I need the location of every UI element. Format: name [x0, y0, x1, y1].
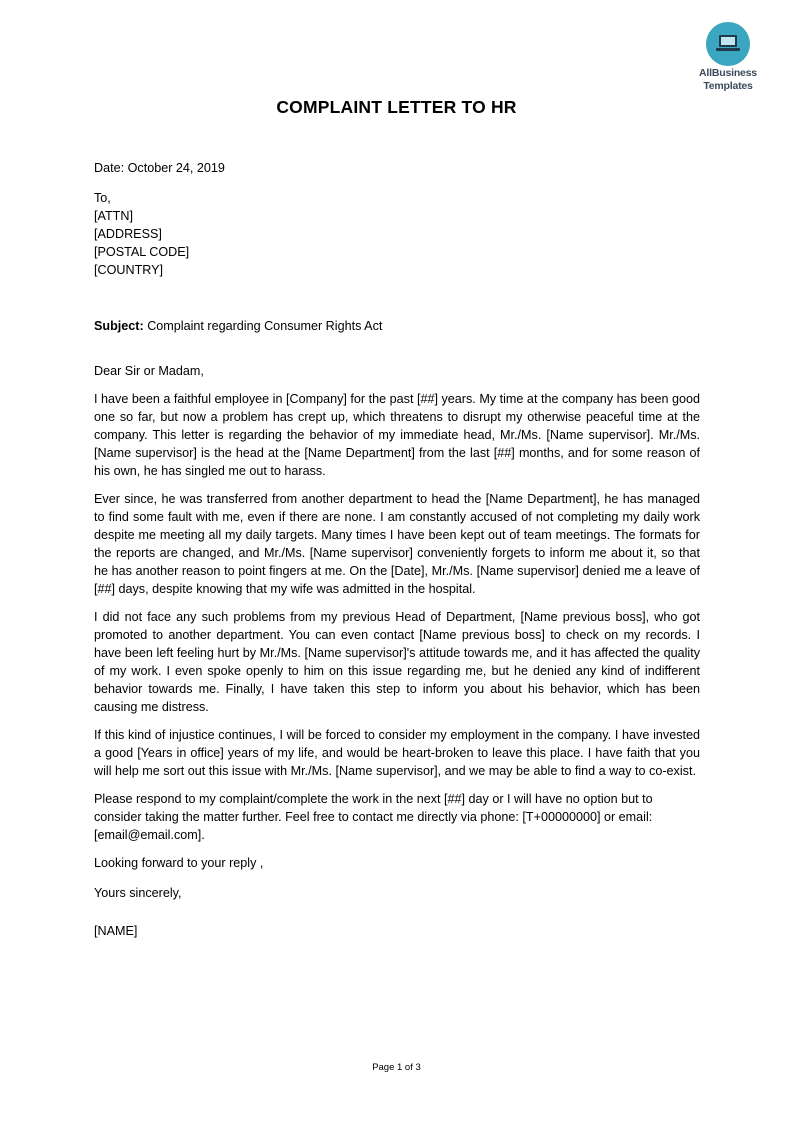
- subject-line: [94, 317, 700, 335]
- body-paragraph: If this kind of injustice continues, I will be forced to consider my employment in the company. I have invested a good [Years in office] years of my life, and would be heart-broken to leave this place. I have faith that you will help me sort out this issue with Mr./Ms. [Name supervisor], and we may be able to find a way to co-exist.: [94, 728, 700, 778]
- recipient-line: [POSTAL CODE]: [94, 245, 190, 259]
- laptop-icon: [715, 33, 741, 53]
- body-paragraph: I have been a faithful employee in [Company] for the past [##] years. My time at the company has been good one so far, but now a problem has crept up, which threatens to disrupt my otherwise peaceful time at the company. This letter is regarding the behavior of my immediate head, Mr./Ms. [Name supervisor]. Mr./Ms. [Name supervisor] is the head at the [Name Department] from the last [##] months, and for some reason of his own, he has singled me out to harass.: [94, 392, 700, 478]
- signoff: Yours sincerely,: [94, 886, 182, 900]
- date-line: Date: October 24, 2019: [94, 161, 225, 175]
- page-number: Page 1 of 3: [372, 1062, 421, 1073]
- logo-brand-line1: AllBusiness: [699, 67, 757, 79]
- brand-logo: [688, 22, 768, 92]
- document-title: COMPLAINT LETTER TO HR: [276, 97, 517, 117]
- signer-name: [NAME]: [94, 924, 138, 938]
- recipient-to: To,: [94, 191, 111, 205]
- body-paragraph: I did not face any such problems from my previous Head of Department, [Name previous boss], who got promoted to another department. You can even contact [Name previous boss] to check on my records. I have been left feeling hurt by Mr./Ms. [Name supervisor]'s attitude towards me, and it has affected the quality of my work. I even spoke openly to him on this issue regarding me, but he denied any kind of indifferent behavior towards me. Finally, I have taken this step to inform you about his behavior, which has been causing me distress.: [94, 610, 700, 714]
- recipient-line: [ATTN]: [94, 209, 133, 223]
- closing-line: Looking forward to your reply ,: [94, 856, 264, 870]
- logo-brand-line2: Templates: [703, 80, 753, 92]
- letter-body: [94, 159, 700, 940]
- subject-label: Subject:: [94, 319, 144, 333]
- body-paragraph: Please respond to my complaint/complete the work in the next [##] day or I will have no option but to consider taking the matter further. Feel free to contact me directly via phone: [T+00000000] or email: [email@email.com].: [94, 792, 653, 842]
- recipient-line: [COUNTRY]: [94, 263, 164, 277]
- salutation: Dear Sir or Madam,: [94, 364, 204, 378]
- recipient-line: [ADDRESS]: [94, 227, 162, 241]
- recipient-block: [94, 189, 700, 279]
- body-paragraph: Ever since, he was transferred from another department to head the [Name Department], he has managed to find some fault with me, even if there are none. I am constantly accused of not completing my daily work despite me meeting all my daily targets. Many times I have been kept out of team meetings. The formats for the reports are changed, and Mr./Ms. [Name supervisor] conveniently forgets to inform me about it, so that he has another reason to point fingers at me. On the [Date], Mr./Ms. [Name supervisor] denied me a leave of [##] days, despite knowing that my wife was admitted in the hospital.: [94, 492, 700, 596]
- logo-badge: [706, 22, 750, 66]
- subject-text: Complaint regarding Consumer Rights Act: [147, 319, 383, 333]
